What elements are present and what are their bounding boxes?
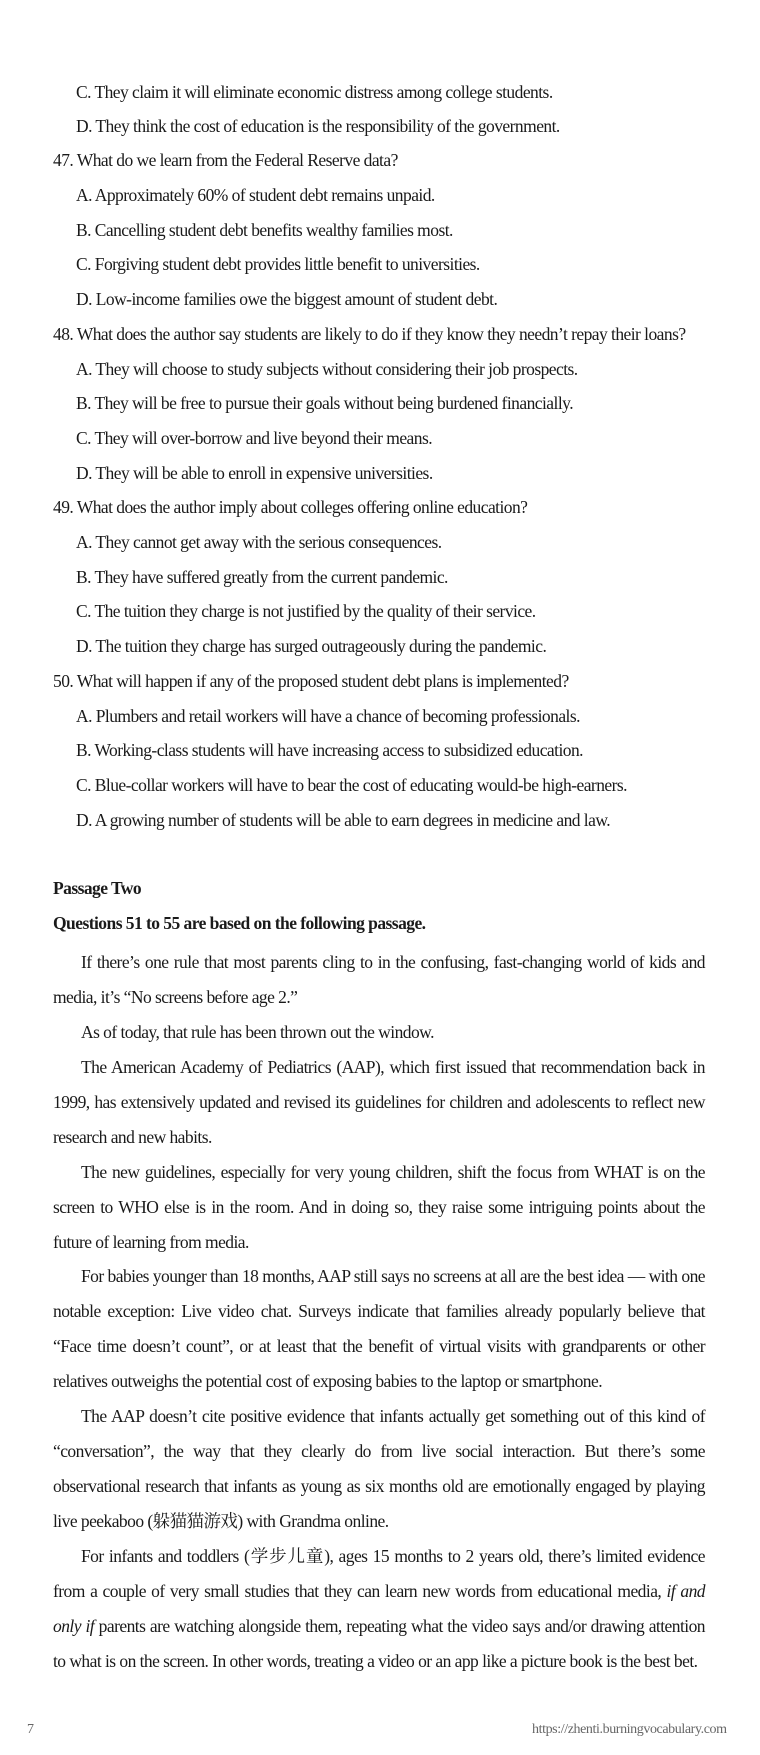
paragraph-7-emphasis: if and only if xyxy=(53,1581,705,1636)
paragraph-5 xyxy=(53,1259,705,1399)
paragraph-7 xyxy=(53,1539,705,1679)
option-48d: D. They will be able to enroll in expensive universities. xyxy=(76,463,433,483)
option-49b: B. They have suffered greatly from the current pandemic. xyxy=(76,567,448,587)
page-number: 7 xyxy=(27,1722,34,1737)
option-48a: A. They will choose to study subjects without considering their job prospects. xyxy=(76,359,578,379)
option-49a: A. They cannot get away with the serious consequences. xyxy=(76,532,442,552)
option-50c: C. Blue-collar workers will have to bear the cost of educating would-be high-earners. xyxy=(76,775,627,795)
option-50a: A. Plumbers and retail workers will have a chance of becoming professionals. xyxy=(76,706,580,726)
paragraph-3 xyxy=(53,1050,705,1155)
paragraph-7-text-b: parents are watching alongside them, repeating what the video says and/or drawing attention to what is on the screen. In other words, treating a video or an app like a picture book is the best bet. xyxy=(53,1616,705,1671)
paragraph-2-text: As of today, that rule has been thrown out the window. xyxy=(81,1022,434,1042)
option-48b: B. They will be free to pursue their goals without being burdened financially. xyxy=(76,393,574,413)
question-47: 47. What do we learn from the Federal Reserve data? xyxy=(53,150,398,170)
option-47c: C. Forgiving student debt provides little benefit to universities. xyxy=(76,254,480,274)
paragraph-2 xyxy=(53,1015,705,1050)
option-49d: D. The tuition they charge has surged outrageously during the pandemic. xyxy=(76,636,547,656)
question-48: 48. What does the author say students are likely to do if they know they needn’t repay their loans? xyxy=(53,324,686,344)
paragraph-6-text: The AAP doesn’t cite positive evidence that infants actually get something out of this kind of “conversation”, the way that they clearly do from live social interaction. But there’s some observational research that infants as young as six months old are emotionally engaged by playing live peekaboo (躲猫猫游戏) with Grandma online. xyxy=(53,1406,705,1531)
question-49: 49. What does the author imply about colleges offering online education? xyxy=(53,497,528,517)
paragraph-1-text: If there’s one rule that most parents cling to in the confusing, fast-changing world of kids and media, it’s “No screens before age 2.” xyxy=(53,952,705,1007)
option-47b: B. Cancelling student debt benefits wealthy families most. xyxy=(76,220,453,240)
paragraph-6 xyxy=(53,1399,705,1539)
option-47d: D. Low-income families owe the biggest amount of student debt. xyxy=(76,289,498,309)
option-50d: D. A growing number of students will be able to earn degrees in medicine and law. xyxy=(76,810,611,830)
option-46d: D. They think the cost of education is the responsibility of the government. xyxy=(76,116,560,136)
option-47a: A. Approximately 60% of student debt remains unpaid. xyxy=(76,185,435,205)
option-49c: C. The tuition they charge is not justified by the quality of their service. xyxy=(76,601,536,621)
paragraph-4-text: The new guidelines, especially for very young children, shift the focus from WHAT is on the screen to WHO else is in the room. And in doing so, they raise some intriguing points about the future of learning from media. xyxy=(53,1162,705,1252)
paragraph-3-text: The American Academy of Pediatrics (AAP), which first issued that recommendation back in 1999, has extensively updated and revised its guidelines for children and adolescents to reflect new research and new habits. xyxy=(53,1057,705,1147)
footer-url: https://zhenti.burningvocabulary.com xyxy=(532,1722,727,1737)
question-50: 50. What will happen if any of the proposed student debt plans is implemented? xyxy=(53,671,569,691)
passage-instruction: Questions 51 to 55 are based on the following passage. xyxy=(53,913,426,933)
paragraph-4 xyxy=(53,1155,705,1260)
paragraph-1 xyxy=(53,945,705,1015)
option-50b: B. Working-class students will have increasing access to subsidized education. xyxy=(76,740,583,760)
option-46c: C. They claim it will eliminate economic distress among college students. xyxy=(76,82,553,102)
passage-title: Passage Two xyxy=(53,878,142,898)
paragraph-7-text-a: For infants and toddlers (学步儿童), ages 15 months to 2 years old, there’s limited evidence from a couple of very small studies that they can learn new words from educational media, xyxy=(53,1546,705,1601)
paragraph-5-text: For babies younger than 18 months, AAP still says no screens at all are the best idea — with one notable exception: Live video chat. Surveys indicate that families already popularly believe that “Face time doesn’t count”, or at least that the benefit of virtual visits with grandparents or other relatives outweighs the potential cost of exposing babies to the laptop or smartphone. xyxy=(53,1266,705,1391)
option-48c: C. They will over-borrow and live beyond their means. xyxy=(76,428,433,448)
